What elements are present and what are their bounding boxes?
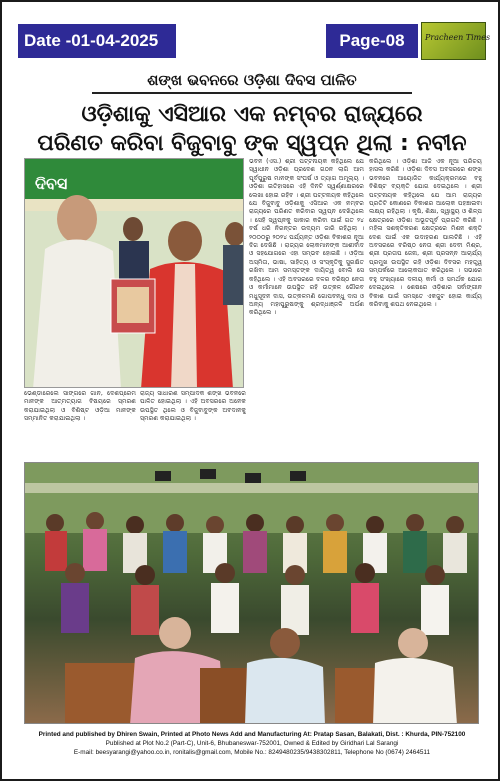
newspaper-logo	[421, 22, 491, 60]
imprint-line-2: Published at Plot No.2 (Part-C), Unit-6, Bhubaneswar-752001, Owned & Edited by Giridhari Lal Sarangi	[105, 740, 399, 747]
photo-audience	[24, 462, 479, 724]
article-column-1: ଭବନ (ଏସ.) ଶ୍ରୀ ପଟ୍ଟନାୟକ କହିଥିଲେ ଯେ ସ୍ୱାଧୀନ ଓଡ଼ିଶା ପ୍ରଦେଶ ଗଠନ ଲାଗି ଆମ ପୂର୍ବପୁରୁଷ ମାନଙ୍କ ସଂଘର୍ଷ ଓ ତ୍ୟାଗ ଅମୂଲ୍ୟ । ଓଡ଼ିଶା ଇତିହାସରେ ଏହି ଦିନଟି ସ୍ୱର୍ଣ୍ଣାକ୍ଷରରେ ଲେଖା ହୋଇ ରହିବ । ଶ୍ରୀ ପଟ୍ଟନାୟକ କହିଥିଲେ ଯେ ବିଜୁବାବୁ ଓଡ଼ିଶାକୁ ଏସିଆର ଏକ ନମ୍ବର ରାଜ୍ୟରେ ପରିଣତ କରିବାର ସ୍ୱପ୍ନ ଦେଖିଥିଲେ । ସେହି ସ୍ୱପ୍ନକୁ ସାକାର କରିବା ପାଇଁ ଗତ ୨୪ ବର୍ଷ ଧରି ନିରନ୍ତର ଉଦ୍ୟମ ଜାରି ରହିଥିଲା । ୨୦୦୦ରୁ ୨୦୨୪ ପର୍ଯ୍ୟନ୍ତ ଓଡ଼ିଶା ବିକାଶର ନୂଆ ଦିଗ ଦେଖିଛି । ରାଜ୍ୟର ଲୋକମାନଙ୍କ ଆଶୀର୍ବାଦ ଓ ସହଯୋଗରେ ଏହା ସମ୍ଭବ ହୋଇଛି । ଓଡ଼ିଆ ଅସ୍ମିତା, ଭାଷା, ସାହିତ୍ୟ ଓ ସଂସ୍କୃତିକୁ ସୁରକ୍ଷିତ ରଖିବା ଆମ ସମସ୍ତଙ୍କ ଦାୟିତ୍ୱ ବୋଲି ସେ କହିଥିଲେ । ଏହି ଅବସରରେ ଦଳର ବରିଷ୍ଠ ନେତା ଓ କର୍ମୀମାନେ ଉପସ୍ଥିତ ରହି ଉତ୍କଳ ଗୌରବ ମଧୁସୂଦନ ଦାସ, ଉତ୍କଳମଣି ଗୋପବନ୍ଧୁ ଦାସ ଓ ଅନ୍ୟ ମହାପୁରୁଷଙ୍କୁ ଶ୍ରଦ୍ଧାଞ୍ଜଳି ଅର୍ପଣ କରିଥିଲେ ।	[249, 158, 364, 317]
date-label: Date -01-04-2025	[18, 24, 176, 58]
article-column-2: କରିଥିଲେ । ଓଡ଼ିଶା ଆଜି ଏକ ନୂଆ ପରିଚୟ ହାସଲ କରିଛି । ଓଡ଼ିଶା ଦିବସ ଅବସରରେ ଶଙ୍ଖ ଭବନରେ ଆୟୋଜିତ କାର୍ଯ୍ୟକ୍ରମରେ ବହୁ ବିଶିଷ୍ଟ ବ୍ୟକ୍ତି ଯୋଗ ଦେଇଥିଲେ । ଶ୍ରୀ ପଟ୍ଟନାୟକ କହିଥିଲେ ଯେ ଆମ ରାଜ୍ୟର ପ୍ରତିଟି କୋଣରେ ବିକାଶର ଆଲୋକ ପହଞ୍ଚାଇବା ଲକ୍ଷ୍ୟ ରହିଥିଲା । କୃଷି, ଶିକ୍ଷା, ସ୍ୱାସ୍ଥ୍ୟ ଓ ଶିଳ୍ପ କ୍ଷେତ୍ରରେ ଓଡ଼ିଶା ଅଭୂତପୂର୍ବ ପ୍ରଗତି କରିଛି । ମହିଳା ସଶକ୍ତିକରଣ କ୍ଷେତ୍ରରେ ମିଶନ ଶକ୍ତି ଦେଶ ପାଇଁ ଏକ ଉଦାହରଣ ପାଲଟିଛି । ଏହି ଅବସରରେ ବରିଷ୍ଠ ନେତା ଶ୍ରୀ ଦେବୀ ମିଶ୍ର, ଶ୍ରୀ ପ୍ରତାପ ଜେନା, ଶ୍ରୀ ପ୍ରସନ୍ନ ଆଚାର୍ଯ୍ୟ ପ୍ରମୁଖ ଉପସ୍ଥିତ ରହି ଓଡ଼ିଶା ଦିବସର ମହତ୍ତ୍ୱ ସମ୍ପର୍କରେ ଆଲୋକପାତ କରିଥିଲେ । ସଭାରେ ବହୁ ସଂଖ୍ୟାରେ ଦଳୀୟ କର୍ମୀ ଓ ସମର୍ଥକ ଯୋଗ ଦେଇଥିଲେ । ଶେଷରେ ଓଡ଼ିଶାର ସର୍ବାଙ୍ଗୀନ ବିକାଶ ପାଇଁ ସମସ୍ତେ ଏକଜୁଟ ହୋଇ କାର୍ଯ୍ୟ କରିବାକୁ ଶପଥ ନେଇଥିଲେ ।	[369, 158, 482, 308]
headline-line-2: ପରିଣତ କରିବା ବିଜୁବାବୁ ଙ୍କ ସ୍ୱପ୍ନ ଥିଲା : ନବୀନ	[37, 131, 467, 156]
banner-text: ଦିବସ	[35, 174, 68, 193]
photo-leaders-illustration	[25, 159, 244, 388]
page-number: Page-08	[326, 24, 418, 58]
headline-line-1: ଓଡ଼ିଶାକୁ ଏସିଆର ଏକ ନମ୍ବର ରାଜ୍ୟରେ	[81, 102, 423, 127]
kicker-headline: ଶଙ୍ଖ ଭବନରେ ଓଡ଼ିଶା ଦିବସ ପାଳିତ	[92, 68, 412, 94]
masthead	[18, 22, 491, 60]
article-column-3: ଭେଣ୍ଡାରେଲେ ସାଙ୍ଗରେ ଗାନ, ଦେଶପ୍ରେମ ମାନଙ୍କ ଆତ୍ମତ୍ୟାଗ ବିଷୟରେ ସ୍ମରଣ କରାଯାଇଥିଲା ଓ ବିଶିଷ୍ଟ ଓଡ଼ିଆ ମାନଙ୍କ ସମ୍ମାନିତ କରାଯାଇଥିଲା ।	[24, 390, 136, 423]
logo-text: Pracheen Times	[425, 33, 491, 42]
photo-audience-illustration	[25, 463, 479, 724]
main-headline	[20, 100, 484, 158]
imprint-line-1: Printed and published by Dhiren Swain, Printed at Photo News Add and Manufacturing At: Pratap Sasan, Balakati, Dist. : Khurda, PIN-752100	[38, 731, 466, 738]
article-column-4: ରାଜ୍ୟ ସାଧାରଣ ସମ୍ପାଦକ ଶଙ୍ଖ ଭବନରେ ପାଳିତ ହୋଇଥିଲା । ଏହି ଅବସରରେ ଅନେକ ଉପସ୍ଥିତ ଥିଲେ ଓ ବିଜୁବାବୁଙ୍କ ଅବଦାନକୁ ସ୍ମରଣ କରାଯାଇଥିଲା ।	[140, 390, 246, 423]
imprint-line-3: E-mail: beesyarangi@yahoo.co.in, ronitalis@gmail.com, Mobile No.: 8249480235/9438302811, Telephone No (0674) 2464511	[73, 749, 431, 756]
imprint-footer	[8, 730, 496, 757]
photo-leaders-book	[24, 158, 244, 388]
